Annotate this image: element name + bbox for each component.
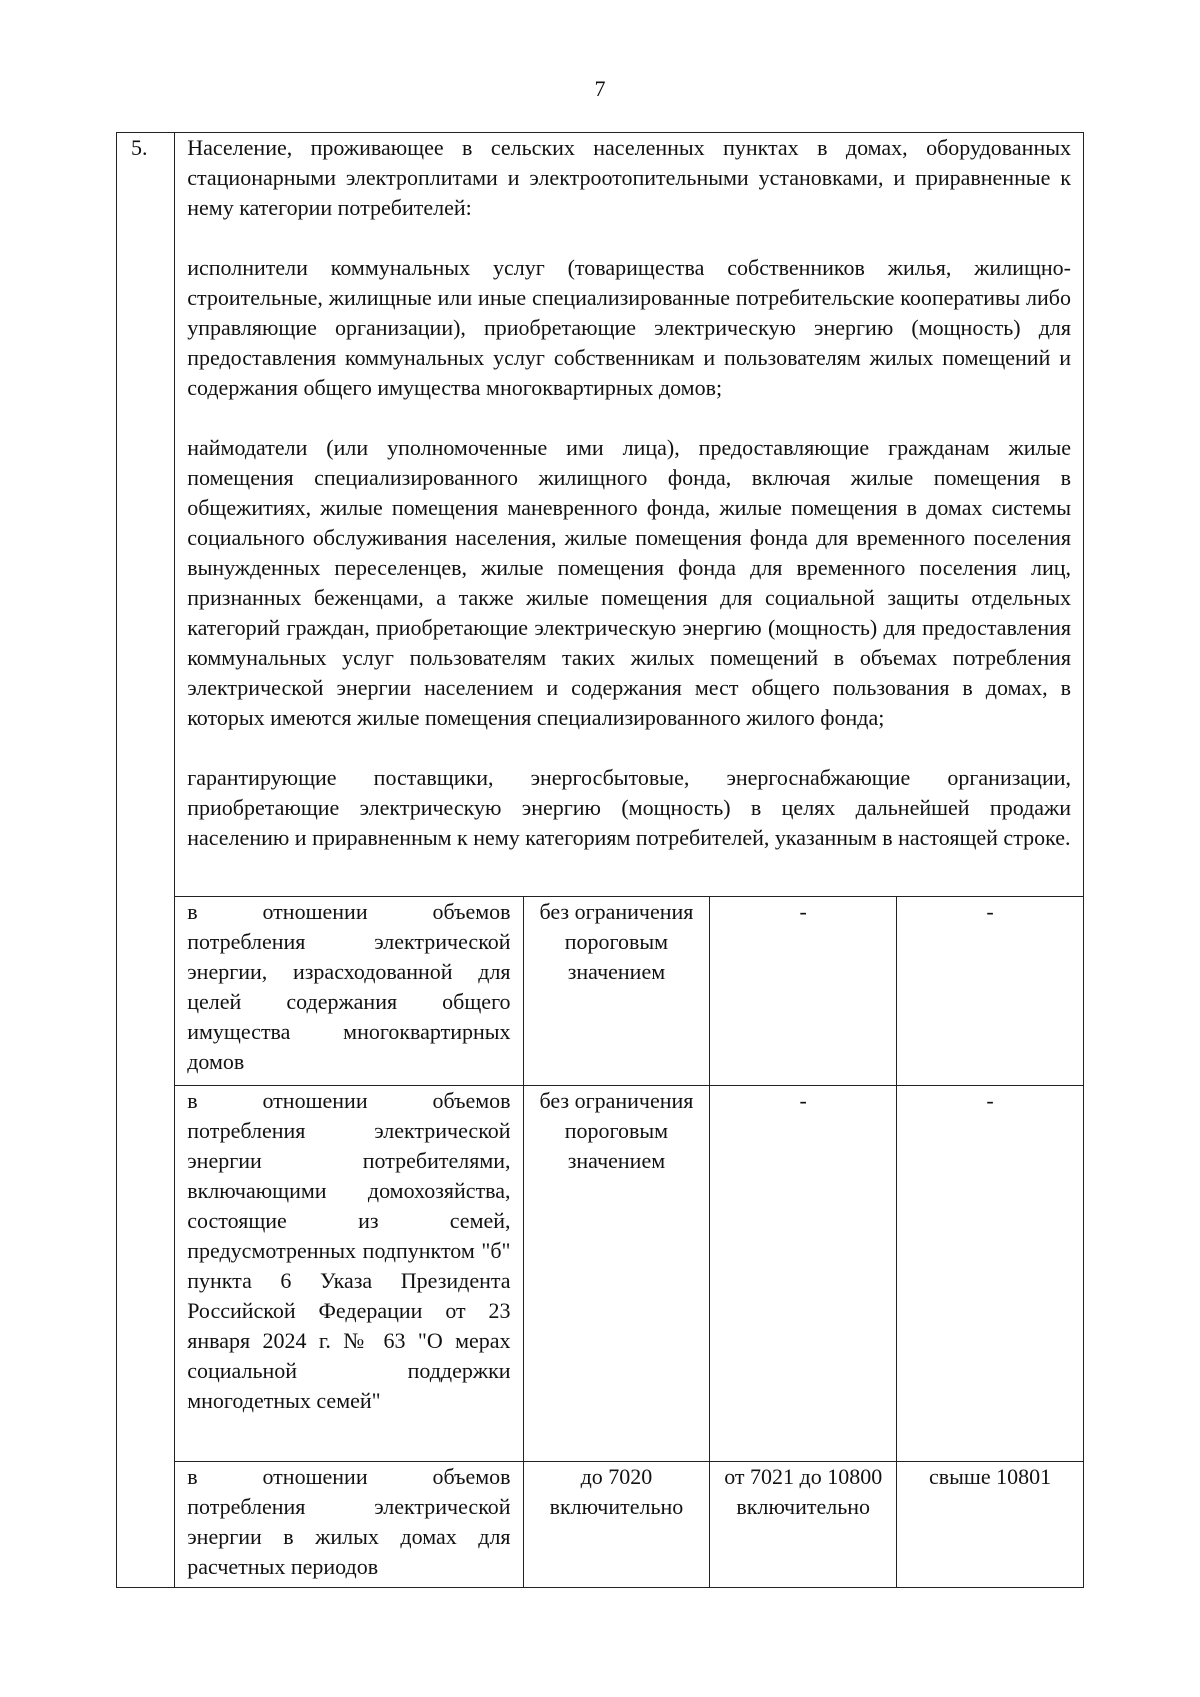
table-row: [117, 1086, 1084, 1461]
row-number: 5.: [117, 133, 175, 1588]
subrow-3-desc: в отношении объемов потребления электрической энергии в жилых домах для расчетных периодов: [175, 1461, 523, 1588]
subrow-3-col2: от 7021 до 10800 включительно: [710, 1461, 897, 1588]
subrow-1-col1: без ограничения пороговым значением: [523, 897, 710, 1086]
row-para-3: гарантирующие поставщики, энергосбытовые, энергоснабжающие организации, приобретающие электрическую энергию (мощность) в целях дальнейшей продажи населению и приравненным к нему категориям потребителей, указанным в настоящей строке.: [187, 765, 1071, 850]
row-para-2: наймодатели (или уполномоченные ими лица), предоставляющие гражданам жилые помещения специализированного жилищного фонда, включая жилые помещения в общежитиях, жилые помещения маневренного фонда, жилые помещения в домах системы социального обслуживания населения, жилые помещения фонда для временного поселения вынужденных переселенцев, жилые помещения фонда для временного поселения лиц, признанных беженцами, а также жилые помещения для социальной защиты отдельных категорий граждан, приобретающие электрическую энергию (мощность) для предоставления коммунальных услуг пользователям таких жилых помещений в объемах потребления электрической энергии населением и содержания мест общего пользования в домах, в которых имеются жилые помещения специализированного жилого фонда;: [187, 435, 1071, 730]
subrow-1-col3: -: [897, 897, 1084, 1086]
table-row: [117, 1461, 1084, 1588]
subrow-3-col1: до 7020 включительно: [523, 1461, 710, 1588]
row-intro: Население, проживающее в сельских населенных пунктах в домах, оборудованных стационарными электроплитами и электроотопительными установками, и приравненные к нему категории потребителей:: [187, 135, 1071, 220]
table-row: [117, 897, 1084, 1086]
table-row: [117, 133, 1084, 897]
row-description-cell: [175, 133, 1084, 897]
subrow-2-col2: -: [710, 1086, 897, 1461]
tariff-table: [116, 132, 1084, 1588]
subrow-3-col3: свыше 10801: [897, 1461, 1084, 1588]
page-number: 7: [594, 76, 606, 101]
subrow-2-desc: в отношении объемов потребления электрической энергии потребителями, включающими домохозяйства, состоящие из семей, предусмотренных подпунктом "б" пункта 6 Указа Президента Российской Федерации от 23 января 2024 г. № 63 "О мерах социальной поддержки многодетных семей": [175, 1086, 523, 1461]
subrow-1-col2: -: [710, 897, 897, 1086]
subrow-1-desc: в отношении объемов потребления электрической энергии, израсходованной для целей содержания общего имущества многоквартирных домов: [175, 897, 523, 1086]
row-para-1: исполнители коммунальных услуг (товарищества собственников жилья, жилищно-строительные, жилищные или иные специализированные потребительские кооперативы либо управляющие организации), приобретающие электрическую энергию (мощность) для предоставления коммунальных услуг собственникам и пользователям жилых помещений и содержания общего имущества многоквартирных домов;: [187, 255, 1071, 400]
subrow-2-col3: -: [897, 1086, 1084, 1461]
subrow-2-col1: без ограничения пороговым значением: [523, 1086, 710, 1461]
